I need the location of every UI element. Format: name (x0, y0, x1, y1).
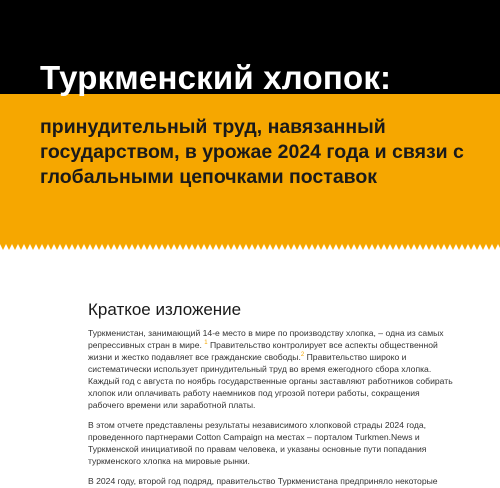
zigzag-edge (0, 244, 500, 252)
footnote-ref-2[interactable]: 2 (300, 352, 305, 359)
footnote-ref-1[interactable]: 1 (204, 340, 208, 347)
section-heading: Краткое изложение (88, 300, 242, 319)
report-title: Туркменский хлопок: (40, 59, 392, 96)
paragraph-text: Туркменистан, занимающий 14-е место в мире по производству хлопка, – одна из самых репрессивных стран в мире. (88, 328, 444, 350)
summary-paragraph-3: В 2024 году, второй год подряд, правительство Туркменистана предприняло некоторые (88, 476, 438, 486)
report-subtitle: принудительный труд, навязанный государством, в урожае 2024 года и связи с глобальными цепочками поставок (40, 116, 464, 188)
summary-paragraph-2: В этом отчете представлены результаты независимого хлопковой страды 2024 года, проведенного партнерами Cotton Campaign на местах – порталом Turkmen.News и Туркменской инициативой по правам человека, и указаны основные пути попадания туркменского хлопка на мировые рынки. (88, 420, 427, 466)
paragraph-text: Правительство широко и систематически использует принудительный труд во время ежегодного сбора хлопка. Каждый год с августа по ноябрь государственные органы заставляют работников собирать хлопок или оплачивать работу наемников под угрозой потери работы, сокращения рабочего времени или заработной платы. (88, 352, 453, 410)
paragraph-text: Правительство контролирует все аспекты общественной жизни и жестко подавляет все гражданские свободы. (88, 340, 438, 362)
summary-paragraph-1 (88, 327, 458, 411)
